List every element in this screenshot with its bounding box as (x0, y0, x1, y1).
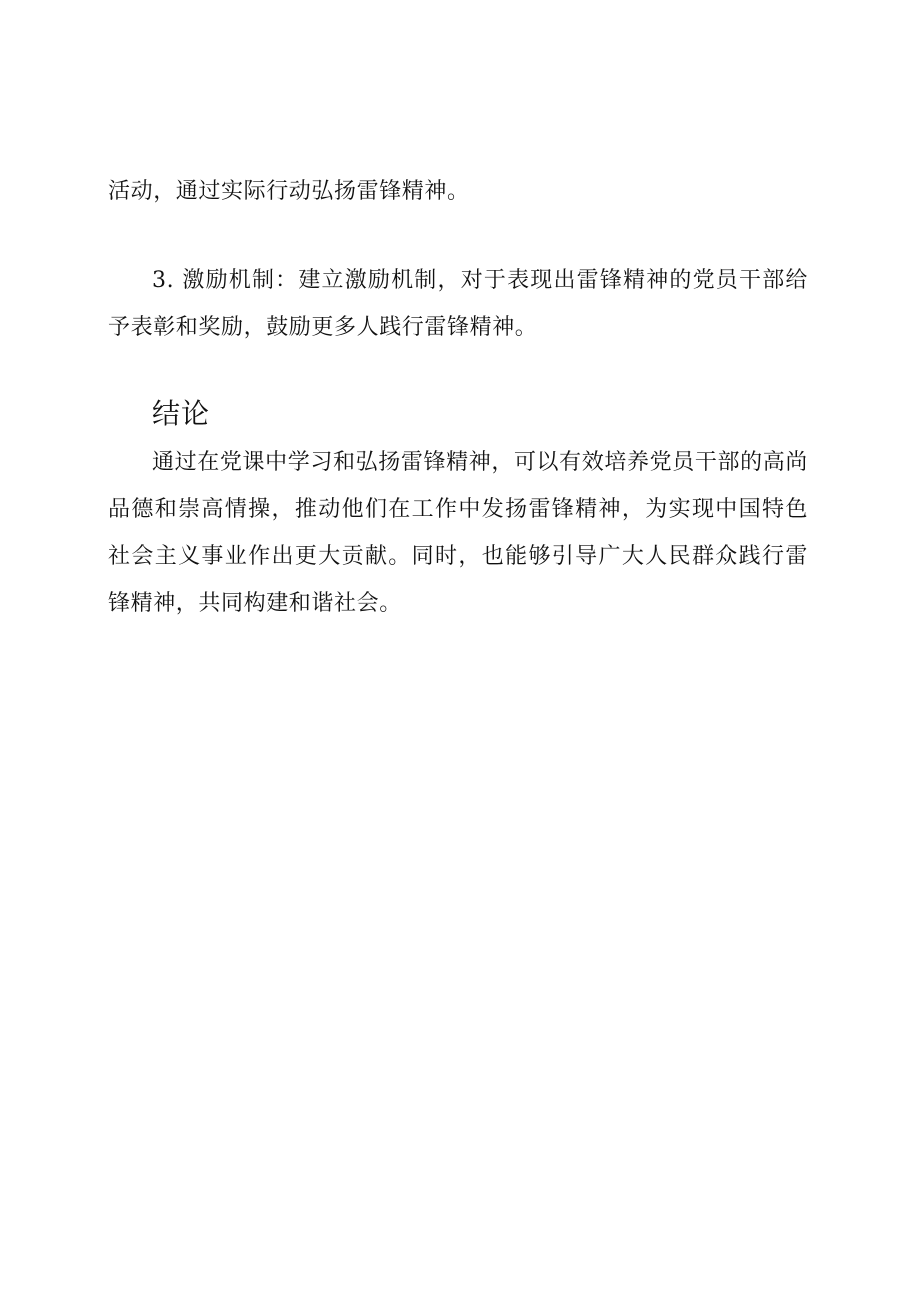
conclusion-paragraph: 通过在党课中学习和弘扬雷锋精神，可以有效培养党员干部的高尚品德和崇高情操，推动他们在工作中发扬雷锋精神，为实现中国特色社会主义事业作出更大贡献。同时，也能够引导广大人民群众践行雷锋精神，共同构建和谐社会。 (108, 450, 808, 616)
document-body (108, 168, 808, 627)
conclusion-heading: 结论 (152, 397, 211, 430)
incentive-mechanism-paragraph: 3. 激励机制：建立激励机制，对于表现出雷锋精神的党员干部给予表彰和奖励，鼓励更多人践行雷锋精神。 (108, 268, 808, 340)
continuation-paragraph: 活动，通过实际行动弘扬雷锋精神。 (108, 179, 470, 204)
